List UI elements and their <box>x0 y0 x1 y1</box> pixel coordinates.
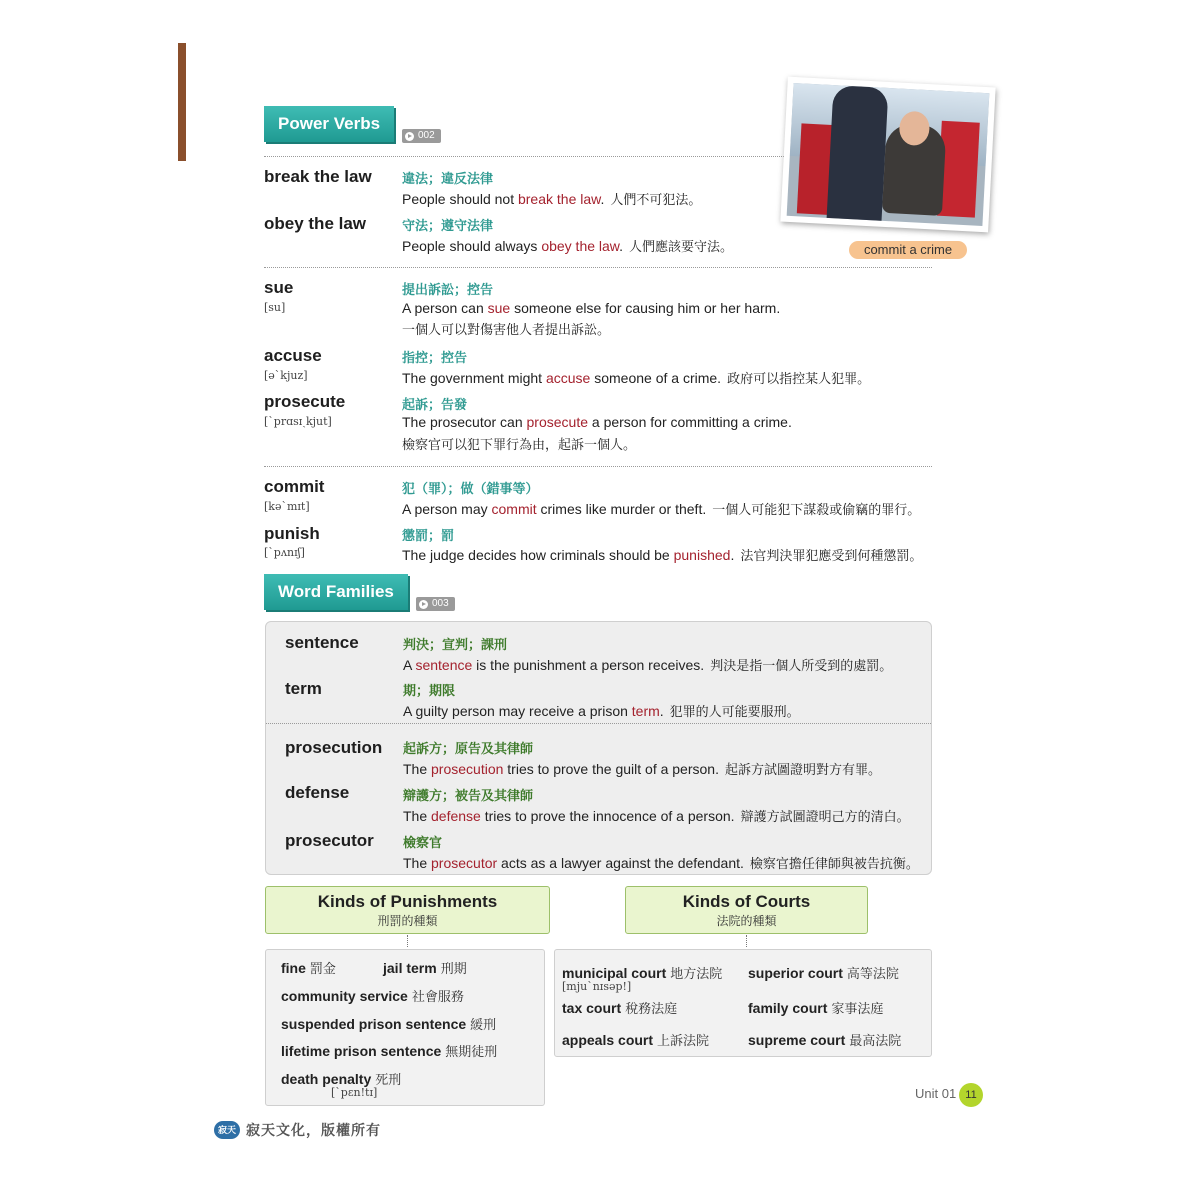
audio-track-badge[interactable] <box>416 597 455 611</box>
publisher-name: 寂天文化，版權所有 <box>246 1123 381 1139</box>
vocab-word: sue <box>264 278 294 297</box>
divider <box>264 267 932 268</box>
family-word: sentence <box>285 633 359 652</box>
court-item: municipal court 地方法院 <box>562 965 723 981</box>
unit-label: Unit 01 <box>915 1086 957 1101</box>
example-sentence: A guilty person may receive a prison term. 犯罪的人可能要服刑。 <box>403 703 800 719</box>
vocab-definition: 提出訴訟；控告 <box>402 282 494 297</box>
divider <box>264 156 784 157</box>
family-definition: 辯護方；被告及其律師 <box>403 788 534 803</box>
divider <box>266 723 931 724</box>
example-sentence: A sentence is the punishment a person receives. 判決是指一個人所受到的處罰。 <box>403 657 893 673</box>
family-definition: 檢察官 <box>403 835 443 850</box>
connector-line <box>746 935 747 947</box>
punishment-item: jail term 刑期 <box>383 960 467 976</box>
example-translation: 一個人可以對傷害他人者提出訴訟。 <box>402 322 611 337</box>
family-word: prosecutor <box>285 831 374 850</box>
vocab-word: obey the law <box>264 214 367 233</box>
vocab-definition: 守法；遵守法律 <box>402 218 494 233</box>
example-sentence: The prosecution tries to prove the guilt of a person. 起訴方試圖證明對方有罪。 <box>403 761 881 777</box>
vocab-definition: 違法；違反法律 <box>402 171 494 186</box>
punishment-item: death penalty 死刑 <box>281 1071 402 1087</box>
court-item: family court 家事法庭 <box>748 1000 884 1016</box>
court-item: tax court 稅務法庭 <box>562 1000 678 1016</box>
family-word: prosecution <box>285 738 383 757</box>
page-number: 11 <box>959 1083 983 1107</box>
vocab-word: break the law <box>264 167 372 186</box>
vocab-word: accuse <box>264 346 322 365</box>
example-sentence: The government might accuse someone of a crime. 政府可以指控某人犯罪。 <box>402 370 871 386</box>
word-families-heading: Word Families <box>264 574 408 610</box>
phonetic: [mjuˋnɪsəp!] <box>562 980 632 993</box>
vocab-definition: 指控；控告 <box>402 350 468 365</box>
play-icon <box>405 132 414 141</box>
court-item: appeals court 上訴法院 <box>562 1032 710 1048</box>
court-item: supreme court 最高法院 <box>748 1032 902 1048</box>
example-sentence: A person may commit crimes like murder or theft. 一個人可能犯下謀殺或偷竊的罪行。 <box>402 501 921 517</box>
track-number: 003 <box>432 598 449 609</box>
punishments-heading: Kinds of Punishments 刑罰的種類 <box>265 886 550 934</box>
court-item: superior court 高等法院 <box>748 965 899 981</box>
phonetic: [kəˋmɪt] <box>264 500 310 513</box>
vocab-definition: 犯（罪）；做（錯事等） <box>402 481 539 496</box>
phonetic: [ˋpɛn!tɪ] <box>331 1086 378 1099</box>
courts-heading: Kinds of Courts 法院的種類 <box>625 886 868 934</box>
crime-photo <box>780 77 995 233</box>
connector-line <box>407 935 408 947</box>
punishment-item: suspended prison sentence 緩刑 <box>281 1016 497 1032</box>
publisher-footer <box>214 1120 381 1140</box>
vocab-definition: 起訴；告發 <box>402 397 468 412</box>
phonetic: [su] <box>264 301 286 314</box>
phonetic: [əˋkjuz] <box>264 369 308 382</box>
vocab-word: punish <box>264 524 320 543</box>
example-translation: 檢察官可以犯下罪行為由，起訴一個人。 <box>402 437 637 452</box>
example-sentence: The prosecutor acts as a lawyer against the defendant. 檢察官擔任律師與被告抗衡。 <box>403 855 919 871</box>
example-sentence: People should not break the law. 人們不可犯法。 <box>402 191 702 207</box>
punishment-item: lifetime prison sentence 無期徒刑 <box>281 1043 498 1059</box>
phonetic: [ˋpʌnɪʃ] <box>264 546 305 559</box>
family-definition: 期；期限 <box>403 683 456 698</box>
book-spine-bar <box>178 43 186 161</box>
publisher-logo-icon: 寂天 <box>214 1121 240 1139</box>
vocab-word: prosecute <box>264 392 346 411</box>
family-definition: 起訴方；原告及其律師 <box>403 741 534 756</box>
punishment-item: fine 罰金 <box>281 960 336 976</box>
track-number: 002 <box>418 130 435 141</box>
example-sentence: The prosecutor can prosecute a person for committing a crime. <box>402 414 792 430</box>
example-sentence: The defense tries to prove the innocence of a person. 辯護方試圖證明己方的清白。 <box>403 808 910 824</box>
punishment-item: community service 社會服務 <box>281 988 464 1004</box>
example-sentence: The judge decides how criminals should be punished. 法官判決罪犯應受到何種懲罰。 <box>402 547 923 563</box>
vocab-word: commit <box>264 477 325 496</box>
family-word: term <box>285 679 322 698</box>
power-verbs-heading: Power Verbs <box>264 106 394 142</box>
example-sentence: A person can sue someone else for causing him or her harm. <box>402 300 781 316</box>
example-sentence: People should always obey the law. 人們應該要守法。 <box>402 238 734 254</box>
photo-caption: commit a crime <box>849 241 967 259</box>
family-definition: 判決；宣判；課刑 <box>403 637 508 652</box>
play-icon <box>419 600 428 609</box>
vocab-definition: 懲罰；罰 <box>402 528 455 543</box>
divider <box>264 466 932 467</box>
phonetic: [ˋprɑsɪˏkjut] <box>264 415 332 428</box>
family-word: defense <box>285 783 350 802</box>
audio-track-badge[interactable] <box>402 129 441 143</box>
